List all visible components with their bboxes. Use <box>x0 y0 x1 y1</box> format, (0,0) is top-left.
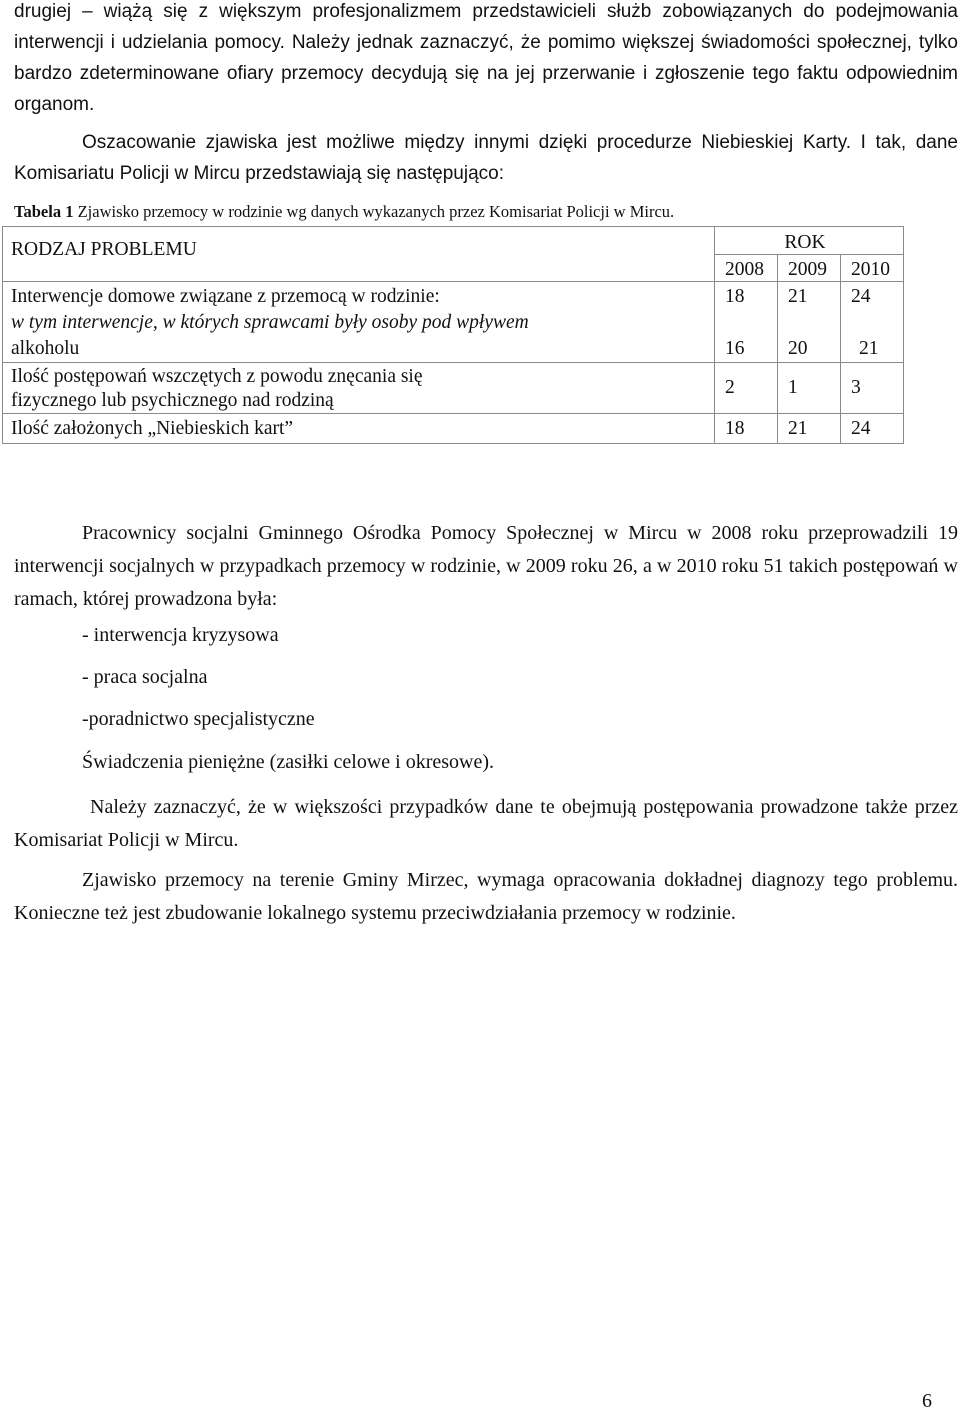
cell-proceedings-2009: 1 <box>778 363 841 414</box>
cell-proceedings-2008: 2 <box>715 363 778 414</box>
table-caption <box>14 202 674 222</box>
row-interventions-label: Interwencje domowe związane z przemocą w rodzinie: <box>11 286 440 307</box>
list-item: - interwencja kryzysowa <box>82 624 279 646</box>
cell-interventions-2010: 24 <box>851 286 871 307</box>
paragraph-conclusion: Zjawisko przemocy na terenie Gminy Mirzec, wymaga opracowania dokładnej diagnozy tego problemu. Konieczne też jest zbudowanie lokalnego systemu przeciwdziałania przemocy w rodzinie. <box>14 869 958 924</box>
list-item: -poradnictwo specjalistyczne <box>82 708 315 730</box>
list-item: Świadczenia pieniężne (zasiłki celowe i okresowe). <box>82 751 495 773</box>
row-alcohol-label-italic: w tym interwencje, w których sprawcami były osoby pod wpływem <box>11 312 529 333</box>
cell-interventions-2009: 21 <box>788 286 808 307</box>
violence-data-table <box>2 226 904 444</box>
cell-blue-cards-2008: 18 <box>715 414 778 444</box>
cell-blue-cards-2010: 24 <box>841 414 904 444</box>
cell-alcohol-2009: 20 <box>788 338 808 359</box>
paragraph-note: Należy zaznaczyć, że w większości przypadków dane te obejmują postępowania prowadzone także przez Komisariat Policji w Mircu. <box>14 796 958 851</box>
cell-proceedings-2010: 3 <box>841 363 904 414</box>
cell-alcohol-2010: 21 <box>859 338 879 359</box>
row-proceedings-label: Ilość postępowań wszczętych z powodu znęcania się fizycznego lub psychicznego nad rodziną <box>3 363 715 414</box>
row-alcohol-label: alkoholu <box>11 338 80 359</box>
header-year-2010: 2010 <box>841 255 904 282</box>
header-year-2009: 2009 <box>778 255 841 282</box>
header-year: ROK <box>715 227 904 255</box>
table-cell <box>778 282 841 363</box>
paragraph-estimation: Oszacowanie zjawiska jest możliwe między innymi dzięki procedurze Niebieskiej Karty. I tak, dane Komisariatu Policji w Mircu przedstawiają się następująco: <box>14 132 958 184</box>
cell-blue-cards-2009: 21 <box>778 414 841 444</box>
cell-interventions-2008: 18 <box>725 286 745 307</box>
table-caption-label: Tabela 1 <box>14 202 74 221</box>
paragraph-social-workers: Pracownicy socjalni Gminnego Ośrodka Pomocy Społecznej w Mircu w 2008 roku przeprowadzili 19 interwencji socjalnych w przypadkach przemocy w rodzinie, w 2009 roku 26, a w 2010 roku 51 takich postępowań w ramach, której prowadzona była: <box>14 522 958 610</box>
table-cell <box>841 282 904 363</box>
table-caption-text: Zjawisko przemocy w rodzinie wg danych wykazanych przez Komisariat Policji w Mircu. <box>73 202 675 221</box>
row-blue-cards-label: Ilość założonych „Niebieskich kart” <box>3 414 715 444</box>
list-item: - praca socjalna <box>82 666 208 688</box>
table-cell <box>715 282 778 363</box>
header-year-2008: 2008 <box>715 255 778 282</box>
cell-alcohol-2008: 16 <box>725 338 745 359</box>
paragraph-intro: drugiej – wiążą się z większym profesjonalizmem przedstawicieli służb zobowiązanych do podejmowania interwencji i udzielania pomocy. Należy jednak zaznaczyć, że pomimo większej świadomości społecznej, tylko bardzo zdeterminowane ofiary przemocy decydują się na jej przerwanie i zgłoszenie tego faktu odpowiednim organom. <box>14 1 958 115</box>
header-problem: RODZAJ PROBLEMU <box>3 227 715 282</box>
table-row-label <box>3 282 715 363</box>
page-number: 6 <box>922 1390 932 1412</box>
